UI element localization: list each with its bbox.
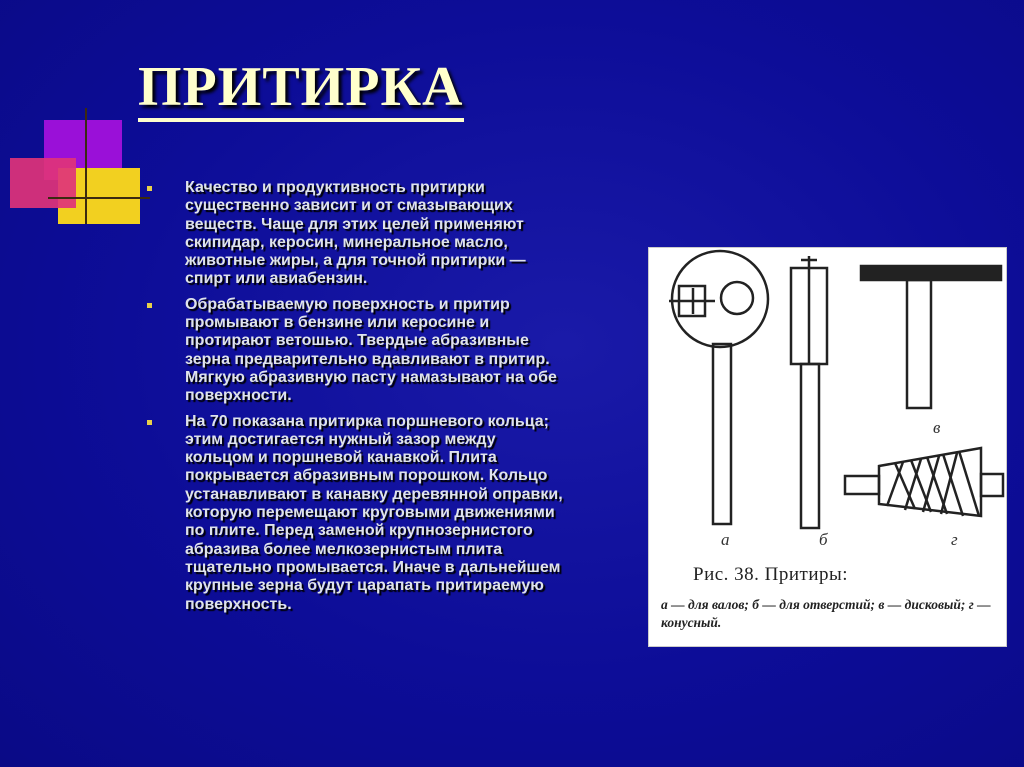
figure-caption-text: а — для валов; б — для отверстий; в — дисковый; г — конусный.	[661, 597, 991, 630]
tool-g-left-shaft	[845, 476, 879, 494]
bullet-marker-icon	[147, 420, 152, 425]
bullet-list	[145, 179, 565, 621]
lapping-tools-figure	[648, 247, 1007, 647]
bullet-text: На 70 показана притирка поршневого кольца; этим достигается нужный зазор между кольцом и поршневой канавкой. Плита покрывается абразивным порошком. Кольцо устанавливают в канавку деревянной оправки, которую перемещают круговыми движениями по плите. Перед заменой крупнозернистого абразива более мелкозернистым плита тщательно промывается. Иначе в дальнейшем крупные зерна будут царапать притираемую поверхность.	[185, 412, 563, 613]
figure-caption-title: Рис. 38. Притиры:	[693, 564, 849, 585]
bullet-text: Обрабатываемую поверхность и притир промывают в бензине или керосине и протирают ветошью. Твердые абразивные зерна предварительно вдавливают в притир. Мягкую абразивную пасту намазывают на обе поверхности.	[185, 295, 557, 405]
label-a: а	[721, 530, 730, 549]
decorative-squares	[0, 100, 160, 230]
slide-title: ПРИТИРКА	[138, 58, 464, 122]
bullet-marker-icon	[147, 186, 152, 191]
tool-g-cone	[879, 448, 981, 516]
tool-v-disc	[861, 266, 1001, 280]
bullet-item-2	[145, 296, 565, 406]
label-v: в	[933, 418, 941, 437]
label-g: г	[951, 530, 958, 549]
tool-a-shaft	[713, 344, 731, 524]
tool-b-rod	[801, 364, 819, 528]
lapping-tools-drawing	[649, 248, 1006, 646]
bullet-item-3	[145, 413, 565, 614]
bullet-item-1	[145, 179, 565, 289]
tool-a-hole	[721, 282, 753, 314]
tool-g-right-shaft	[981, 474, 1003, 496]
deco-pink-square	[10, 158, 76, 208]
label-b: б	[819, 530, 828, 549]
bullet-text: Качество и продуктивность притирки существенно зависит и от смазывающих веществ. Чаще для этих целей применяют скипидар, керосин, минеральное масло, животные жиры, а для точной притирки — спирт или авиабензин.	[185, 179, 526, 288]
tool-v-stem	[907, 280, 931, 408]
bullet-marker-icon	[147, 303, 152, 308]
